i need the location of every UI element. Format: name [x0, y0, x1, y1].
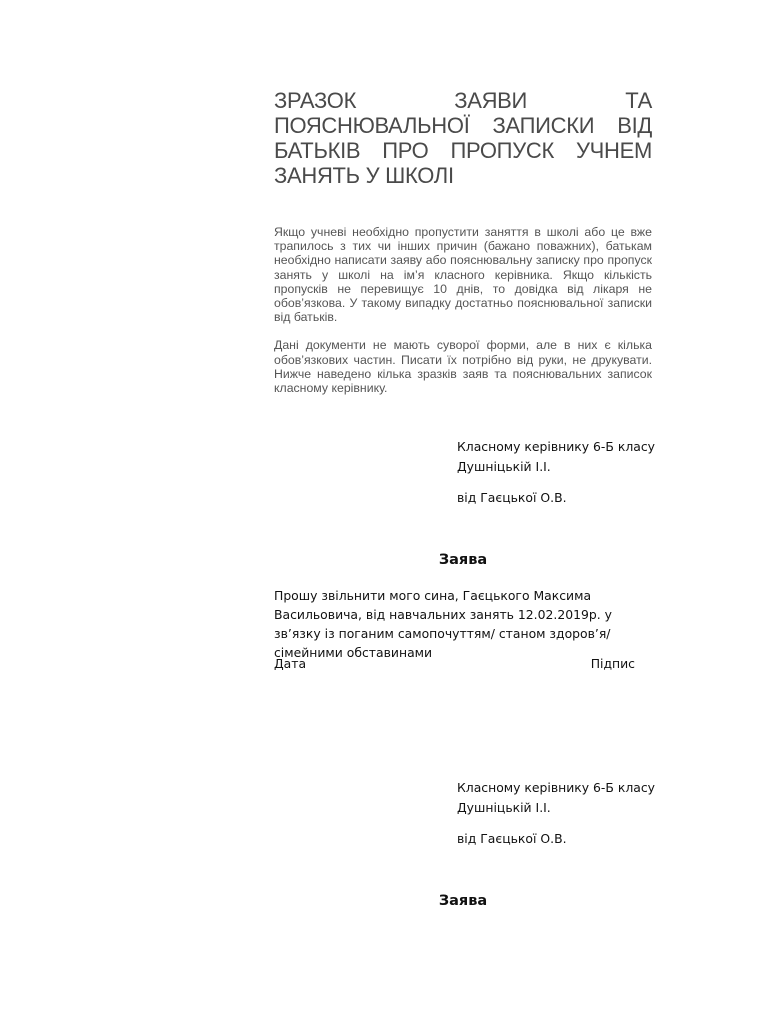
- sample1-doc-title: Заява: [438, 552, 488, 568]
- sample2-addressee-line2: Душніцькій І.І.: [457, 799, 551, 815]
- sample1-from-line: від Гаєцької О.В.: [457, 490, 567, 505]
- sample2-addressee-line1: Класному керівнику 6-Б класу: [457, 780, 655, 795]
- intro-paragraph-1: Якщо учневі необхідно пропустити заняття в школі або це вже трапилось з тих чи інших причин (бажано поважних), батькам необхідно написати заяву або пояснювальну записку про пропуск занять у школі на ім’я класного керівника. Якщо кількість пропусків не перевищує 10 днів, то довідка від лікаря не обов’язкова. У такому випадку достатньо пояснювальної записки від батьків.: [274, 225, 652, 325]
- sample1-body-text: Прошу звільнити мого сина, Гаєцького Максима Васильовича, від навчальних занять 12.02.2019р. у зв’язку із поганим самопочуттям/ станом здоров’я/ сімейними обставинами: [274, 588, 612, 660]
- sample2-from-line: від Гаєцької О.В.: [457, 831, 567, 846]
- sample1-addressee-block: [457, 437, 677, 508]
- sample1-date-label: Дата: [274, 656, 307, 671]
- sample1-signature-row: [274, 656, 635, 671]
- sample1-addressee-line2: Душніцькій І.І.: [457, 458, 551, 474]
- intro-paragraph-2: Дані документи не мають суворої форми, але в них є кілька обов’язкових частин. Писати їх потрібно від руки, не друкувати. Нижче наведено кілька зразків заяв та пояснювальних записок класному керівнику.: [274, 338, 652, 396]
- sample1-addressee-line1: Класному керівнику 6-Б класу: [457, 439, 655, 454]
- sample2-addressee-block: [457, 778, 677, 849]
- page-title: ЗРАЗОК ЗАЯВИ ТА ПОЯСНЮВАЛЬНОЇ ЗАПИСКИ ВІД БАТЬКІВ ПРО ПРОПУСК УЧНЕМ ЗАНЯТЬ У ШКОЛІ: [274, 88, 652, 188]
- intro-section: [274, 225, 652, 409]
- sample1-signature-label: Підпис: [590, 656, 635, 671]
- sample2-doc-title: Заява: [438, 893, 488, 909]
